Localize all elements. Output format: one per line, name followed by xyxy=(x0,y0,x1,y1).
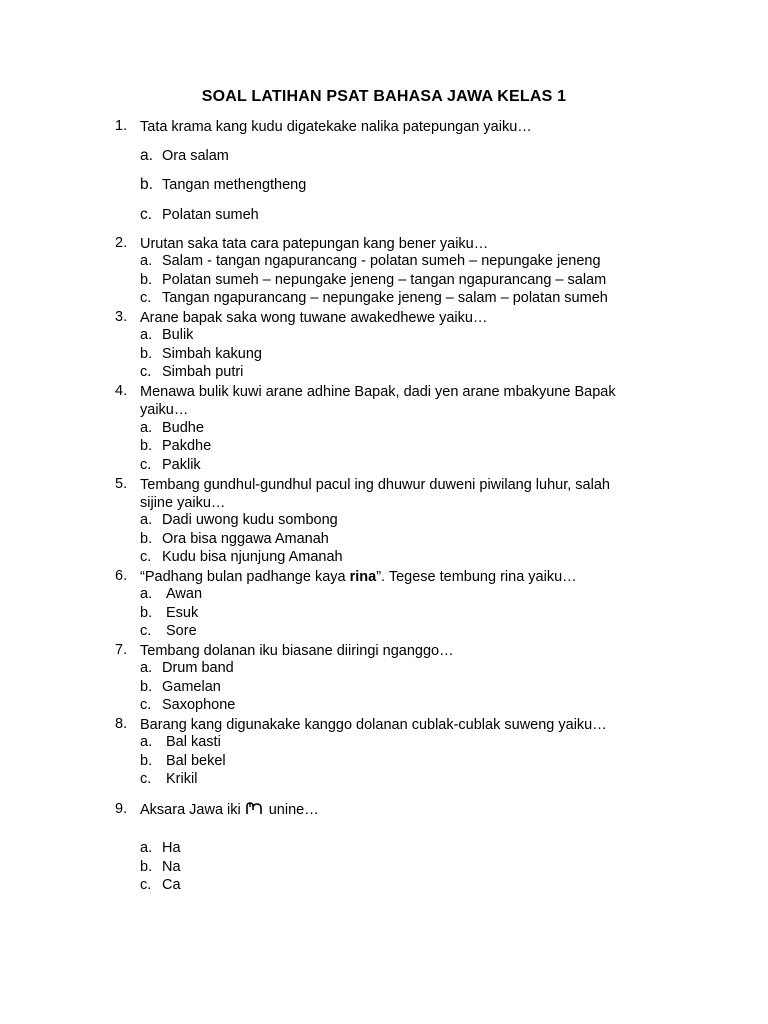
option-text: Simbah putri xyxy=(162,364,244,380)
option-letter: c. xyxy=(140,771,152,787)
option-letter: a. xyxy=(140,147,153,164)
question-text-after: unine… xyxy=(268,802,319,818)
option-letter: c. xyxy=(140,206,153,223)
option-text: Tangan ngapurancang – nepungake jeneng – salam – polatan sumeh xyxy=(162,290,608,306)
question-text: Tembang dolanan iku biasane diiringi nganggo… xyxy=(140,643,454,659)
option-letter: a. xyxy=(140,586,153,602)
option-text: Kudu bisa njunjung Amanah xyxy=(162,549,343,565)
question-text-line-1: Menawa bulik kuwi arane adhine Bapak, dadi yen arane mbakyune Bapak xyxy=(140,384,616,400)
question-text-after: ”. Tegese tembung rina yaiku… xyxy=(376,569,577,585)
option-letter: a. xyxy=(140,420,153,436)
option-text: Pakdhe xyxy=(162,438,212,454)
option-text: Salam - tangan ngapurancang - polatan sumeh – nepungake jeneng xyxy=(162,253,601,269)
option-letter: b. xyxy=(140,272,153,288)
question-text-line-2: sijine yaiku… xyxy=(140,495,226,511)
option-text: Ha xyxy=(162,840,181,856)
option-text: Polatan sumeh – nepungake jeneng – tangan ngapurancang – salam xyxy=(162,272,607,288)
option-text: Paklik xyxy=(162,457,201,473)
question-text-line-1: Tembang gundhul-gundhul pacul ing dhuwur duweni piwilang luhur, salah xyxy=(140,477,610,493)
option-letter: b. xyxy=(140,753,153,769)
question-number: 9. xyxy=(115,801,128,817)
option-text: Drum band xyxy=(162,660,234,676)
option-text: Bal bekel xyxy=(166,753,226,769)
question-text: Tata krama kang kudu digatekake nalika patepungan yaiku… xyxy=(140,119,532,135)
option-letter: b. xyxy=(140,859,153,875)
option-letter: b. xyxy=(140,438,153,454)
question-text-before: Aksara Jawa iki xyxy=(140,802,241,818)
question-text: Urutan saka tata cara patepungan kang bener yaiku… xyxy=(140,236,489,252)
option-text: Dadi uwong kudu sombong xyxy=(162,512,338,528)
option-letter: c. xyxy=(140,290,152,306)
option-letter: a. xyxy=(140,512,153,528)
option-text: Budhe xyxy=(162,420,204,436)
question-text xyxy=(140,568,660,587)
option-letter: b. xyxy=(140,531,153,547)
option-text: Na xyxy=(162,859,181,875)
question-number: 6. xyxy=(115,568,128,584)
option-text: Polatan sumeh xyxy=(162,207,259,223)
question-text: Arane bapak saka wong tuwane awakedhewe yaiku… xyxy=(140,310,488,326)
option-letter: b. xyxy=(140,679,153,695)
option-letter: b. xyxy=(140,176,153,193)
option-letter: a. xyxy=(140,253,153,269)
option-letter: a. xyxy=(140,734,153,750)
page-title: SOAL LATIHAN PSAT BAHASA JAWA KELAS 1 xyxy=(201,88,567,105)
option-text: Krikil xyxy=(166,771,198,787)
option-letter: c. xyxy=(140,623,152,639)
option-letter: c. xyxy=(140,697,152,713)
option-text: Sore xyxy=(166,623,197,639)
question-number: 5. xyxy=(115,476,128,492)
question-number: 1. xyxy=(115,118,128,134)
question-number: 7. xyxy=(115,642,128,658)
option-text: Awan xyxy=(166,586,203,602)
question-text-line-2: yaiku… xyxy=(140,402,189,418)
option-text: Ca xyxy=(162,877,181,893)
question-number: 2. xyxy=(115,235,128,251)
question-text-bold-word: rina xyxy=(349,569,377,585)
option-letter: b. xyxy=(140,605,153,621)
option-text: Saxophone xyxy=(162,697,236,713)
option-letter: c. xyxy=(140,457,152,473)
question-text: Barang kang digunakake kanggo dolanan cublak-cublak suweng yaiku… xyxy=(140,717,607,733)
question-number: 3. xyxy=(115,309,128,325)
javanese-script-glyph-icon xyxy=(245,801,263,815)
option-text: Bulik xyxy=(162,327,194,343)
option-text: Gamelan xyxy=(162,679,221,695)
option-text: Ora bisa nggawa Amanah xyxy=(162,531,329,547)
question-number: 4. xyxy=(115,383,128,399)
option-text: Ora salam xyxy=(162,148,229,164)
option-letter: c. xyxy=(140,877,152,893)
option-letter: a. xyxy=(140,840,153,856)
option-letter: a. xyxy=(140,327,153,343)
option-text: Simbah kakung xyxy=(162,346,262,362)
question-number: 8. xyxy=(115,716,128,732)
option-text: Bal kasti xyxy=(166,734,221,750)
option-letter: a. xyxy=(140,660,153,676)
option-letter: c. xyxy=(140,549,152,565)
option-text: Tangan methengtheng xyxy=(162,177,307,193)
question-text-before: “Padhang bulan padhange kaya xyxy=(140,569,350,585)
option-text: Esuk xyxy=(166,605,199,621)
option-letter: c. xyxy=(140,364,152,380)
question-text xyxy=(140,801,660,820)
option-letter: b. xyxy=(140,346,153,362)
